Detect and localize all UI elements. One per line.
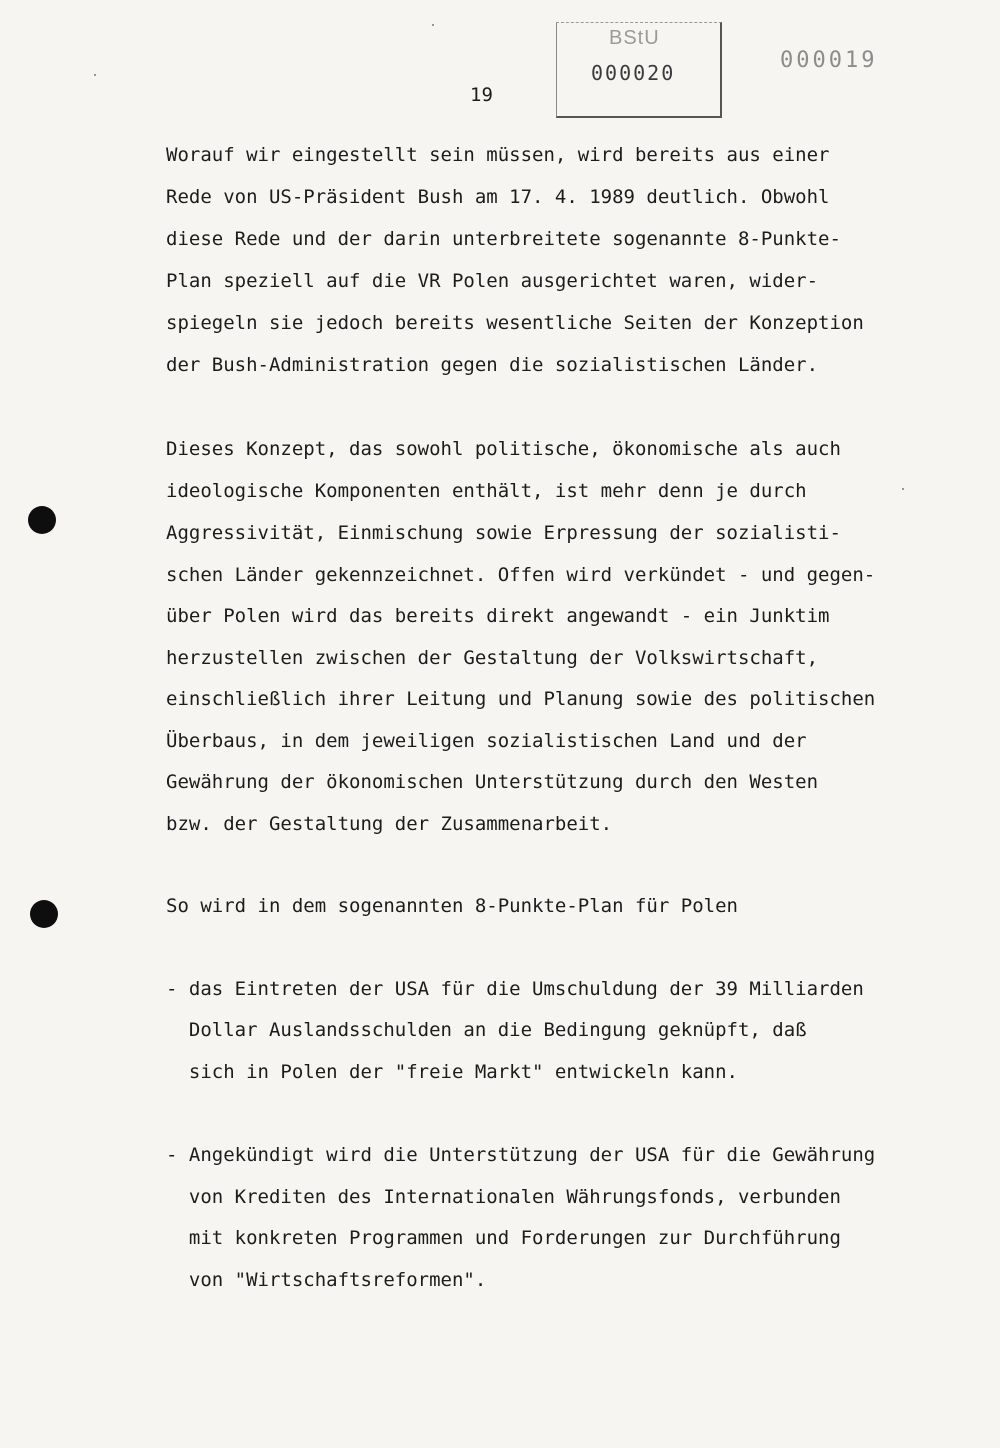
text-line: - Angekündigt wird die Unterstützung der USA für die Gewährung <box>166 1144 876 1166</box>
punch-hole <box>30 900 58 928</box>
text-line: Gewährung der ökonomischen Unterstützung durch den Westen <box>166 771 819 793</box>
scan-speck <box>432 24 434 26</box>
text-line: spiegeln sie jedoch bereits wesentliche Seiten der Konzeption <box>166 312 864 334</box>
text-line: Dollar Auslandsschulden an die Bedingung geknüpft, daß <box>166 1019 807 1041</box>
text-line: Rede von US-Präsident Bush am 17. 4. 1989 deutlich. Obwohl <box>166 186 830 208</box>
page-number: 19 <box>470 84 493 106</box>
text-line: herzustellen zwischen der Gestaltung der Volkswirtschaft, <box>166 647 819 669</box>
text-line: von "Wirtschaftsreformen". <box>166 1269 487 1291</box>
text-line: einschließlich ihrer Leitung und Planung sowie des politischen <box>166 688 876 710</box>
text-line: von Krediten des Internationalen Währungsfonds, verbunden <box>166 1186 841 1208</box>
text-line: bzw. der Gestaltung der Zusammenarbeit. <box>166 813 613 835</box>
text-line: So wird in dem sogenannten 8-Punkte-Plan für Polen <box>166 895 738 917</box>
text-line: sich in Polen der "freie Markt" entwickeln kann. <box>166 1061 738 1083</box>
archive-stamp <box>556 22 722 118</box>
punch-hole <box>28 506 56 534</box>
text-line: Plan speziell auf die VR Polen ausgerichtet waren, wider- <box>166 270 819 292</box>
text-line: diese Rede und der darin unterbreitete sogenannte 8-Punkte- <box>166 228 841 250</box>
text-line: - das Eintreten der USA für die Umschuldung der 39 Milliarden <box>166 978 864 1000</box>
archive-number: 000019 <box>780 48 878 73</box>
text-line: mit konkreten Programmen und Forderungen zur Durchführung <box>166 1227 841 1249</box>
scan-speck <box>902 488 904 490</box>
text-line: Aggressivität, Einmischung sowie Erpressung der sozialisti- <box>166 522 841 544</box>
scan-speck <box>94 74 96 76</box>
text-line: schen Länder gekennzeichnet. Offen wird verkündet - und gegen- <box>166 564 876 586</box>
text-line: über Polen wird das bereits direkt angewandt - ein Junktim <box>166 605 830 627</box>
stamp-agency: BStU <box>609 27 660 49</box>
text-line: Überbaus, in dem jeweiligen sozialistischen Land und der <box>166 730 807 752</box>
text-line: der Bush-Administration gegen die sozialistischen Länder. <box>166 354 819 376</box>
text-line: Worauf wir eingestellt sein müssen, wird bereits aus einer <box>166 144 830 166</box>
stamp-number: 000020 <box>591 61 676 85</box>
text-line: ideologische Komponenten enthält, ist mehr denn je durch <box>166 480 807 502</box>
text-line: Dieses Konzept, das sowohl politische, ökonomische als auch <box>166 438 841 460</box>
